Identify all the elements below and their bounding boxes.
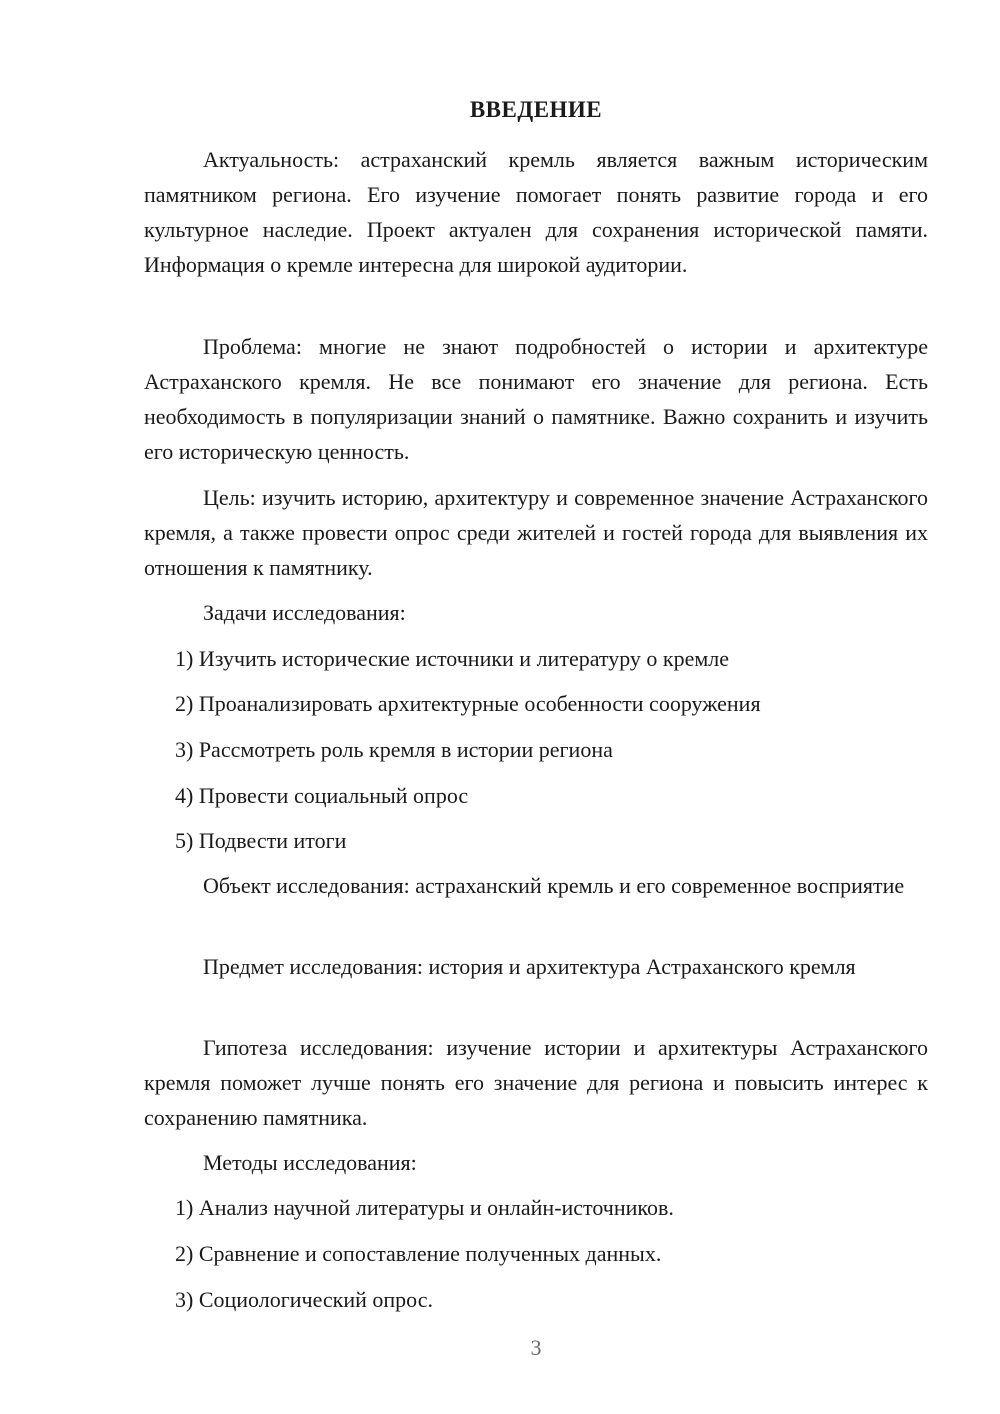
page-number: 3 bbox=[530, 1335, 542, 1360]
method-item: 2) Сравнение и сопоставление полученных данных. bbox=[175, 1241, 662, 1266]
paragraph-relevance: Актуальность: астраханский кремль является важным историческим памятником региона. Его изучение помогает понять развитие города и его культурное наследие. Проект актуален для сохранения исторической памяти. Информация о кремле интересна для широкой аудитории. bbox=[144, 147, 928, 277]
method-item: 1) Анализ научной литературы и онлайн-источников. bbox=[175, 1195, 674, 1220]
task-item: 1) Изучить исторические источники и литературу о кремле bbox=[175, 646, 730, 671]
task-item: 2) Проанализировать архитектурные особенности сооружения bbox=[175, 691, 761, 716]
methods-heading: Методы исследования: bbox=[203, 1150, 417, 1175]
task-item: 5) Подвести итоги bbox=[175, 828, 347, 853]
tasks-heading: Задачи исследования: bbox=[203, 600, 406, 625]
method-item: 3) Социологический опрос. bbox=[175, 1287, 433, 1312]
task-item: 4) Провести социальный опрос bbox=[175, 783, 469, 808]
paragraph-hypothesis: Гипотеза исследования: изучение истории и архитектуры Астраханского кремля поможет лучше понять его значение для региона и повысить интерес к сохранению памятника. bbox=[144, 1035, 928, 1130]
paragraph-problem: Проблема: многие не знают подробностей о истории и архитектуре Астраханского кремля. Не все понимают его значение для региона. Есть необходимость в популяризации знаний о памятнике. Важно сохранить и изучить его историческую ценность. bbox=[144, 334, 928, 464]
task-item: 3) Рассмотреть роль кремля в истории региона bbox=[175, 737, 613, 762]
section-heading: ВВЕДЕНИЕ bbox=[469, 97, 603, 122]
paragraph-object: Объект исследования: астраханский кремль и его современное восприятие bbox=[203, 873, 905, 898]
paragraph-goal: Цель: изучить историю, архитектуру и современное значение Астраханского кремля, а также провести опрос среди жителей и гостей города для выявления их отношения к памятнику. bbox=[144, 485, 928, 580]
paragraph-subject: Предмет исследования: история и архитектура Астраханского кремля bbox=[203, 954, 856, 979]
